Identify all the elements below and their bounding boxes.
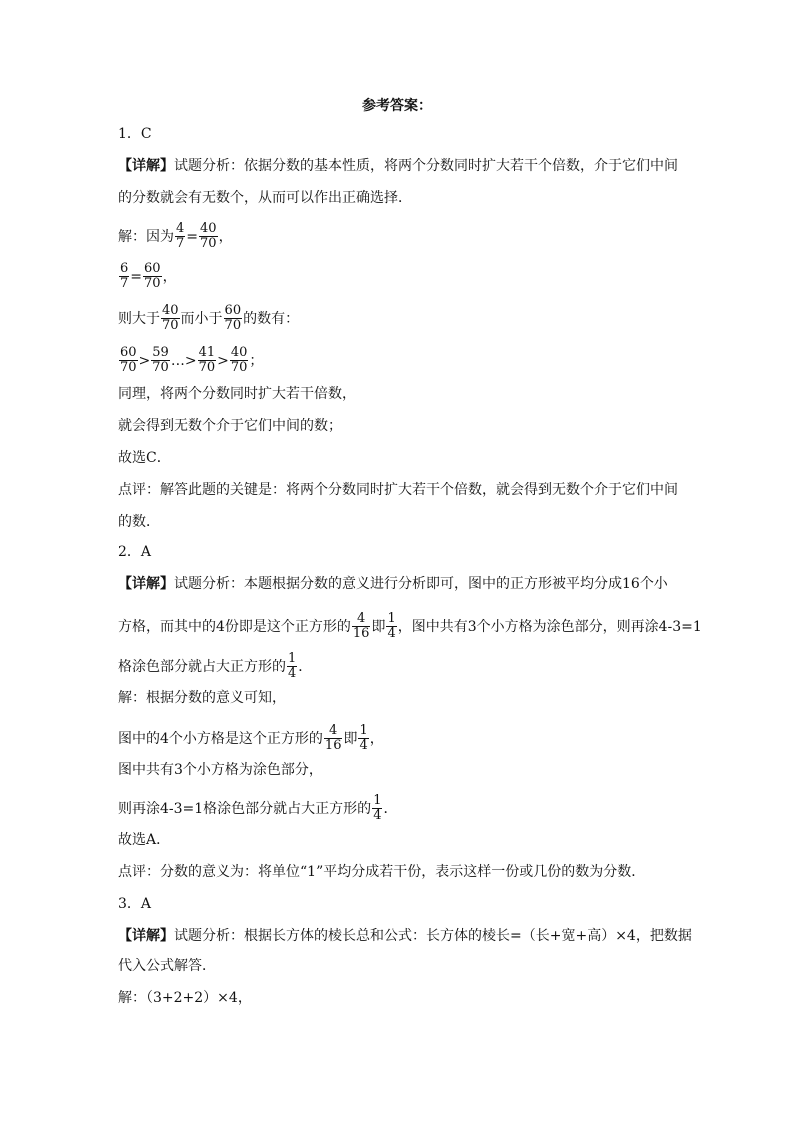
detail-tag: 【详解】 xyxy=(118,576,174,592)
fraction: $\frac{1}{4}$ xyxy=(387,611,396,641)
q1-solution-line3: 则大于 $\frac{40}{70}$ 而小于 $\frac{60}{70}$ 的数有： xyxy=(118,303,300,333)
q1-choose: 故选C． xyxy=(118,450,171,466)
q1-line-infinite: 就会得到无数个介于它们中间的数； xyxy=(118,418,342,434)
q2-solution-line3: 图中共有3个小方格为涂色部分， xyxy=(118,762,323,778)
fraction: $\frac{40}{70}$ xyxy=(200,221,217,251)
q3-detail-line2: 代入公式解答． xyxy=(118,958,216,974)
q2-solution-line2: 图中的4个小方格是这个正方形的 $\frac{4}{16}$ 即 $\frac{1}{4}$ ， xyxy=(118,723,384,753)
fraction: $\frac{60}{70}$ xyxy=(224,303,242,333)
q3-detail-line1 xyxy=(118,926,692,946)
fraction: $\frac{4}{16}$ xyxy=(324,723,342,753)
q2-solution-line4: 则再涂4-3=1格涂色部分就占大正方形的 $\frac{1}{4}$ ． xyxy=(118,793,398,823)
fraction: $\frac{40}{70}$ xyxy=(162,303,179,333)
fraction: $\frac{1}{4}$ xyxy=(373,793,382,823)
q1-solution-line2: $\frac{6}{7}$ = $\frac{60}{70}$ ， xyxy=(120,261,177,291)
q2-solution-line1: 解：根据分数的意义可知， xyxy=(118,690,286,706)
q2-answer: 2．A xyxy=(118,544,152,560)
q1-detail-line2: 的分数就会有无数个，从而可以作出正确选择． xyxy=(118,190,412,206)
detail-tag: 【详解】 xyxy=(118,158,174,174)
fraction: $\frac{60}{70}$ xyxy=(144,261,161,291)
q2-choose: 故选A． xyxy=(118,832,171,848)
q2-detail-line3: 格涂色部分就占大正方形的 $\frac{1}{4}$ ． xyxy=(118,651,313,681)
page-title: 参考答案： xyxy=(362,98,432,114)
q1-comment-line1: 点评：解答此题的关键是：将两个分数同时扩大若干个倍数，就会得到无数个介于它们中间 xyxy=(118,482,678,498)
fraction: $\frac{40}{70}$ xyxy=(230,345,248,375)
q2-detail-line2: 方格，而其中的4份即是这个正方形的 $\frac{4}{16}$ 即 $\frac{1}{4}$ ，图中共有3个小方格为涂色部分，则再涂4-3=1 xyxy=(118,611,702,641)
q1-solution-line4: $\frac{60}{70}$ > $\frac{59}{70}$ …> $\frac{41}{70}$ > $\frac{40}{70}$ ； xyxy=(120,345,264,375)
fraction: $\frac{4}{16}$ xyxy=(352,611,370,641)
fraction: $\frac{1}{4}$ xyxy=(288,651,297,681)
fraction: $\frac{59}{70}$ xyxy=(152,345,169,375)
q1-detail-line1 xyxy=(118,156,678,176)
q3-answer: 3．A xyxy=(118,896,152,912)
fraction: $\frac{6}{7}$ xyxy=(120,261,129,291)
detail-text: 试题分析：本题根据分数的意义进行分析即可，图中的正方形被平均分成16个小 xyxy=(174,576,668,592)
detail-tag: 【详解】 xyxy=(118,928,174,944)
q2-comment: 点评：分数的意义为：将单位“1”平均分成若干份，表示这样一份或几份的数为分数． xyxy=(118,864,646,880)
q1-answer: 1．C xyxy=(118,126,152,142)
detail-text: 试题分析：依据分数的基本性质，将两个分数同时扩大若干个倍数，介于它们中间 xyxy=(174,158,678,174)
fraction: $\frac{4}{7}$ xyxy=(176,221,185,251)
fraction: $\frac{60}{70}$ xyxy=(120,345,137,375)
q1-comment-line2: 的数． xyxy=(118,514,160,530)
q1-solution-line1: 解：因为 $\frac{4}{7}$ = $\frac{40}{70}$ ， xyxy=(118,221,233,251)
detail-text: 试题分析：根据长方体的棱长总和公式：长方体的棱长=（长+宽+高）×4，把数据 xyxy=(174,928,692,944)
fraction: $\frac{1}{4}$ xyxy=(359,723,368,753)
fraction: $\frac{41}{70}$ xyxy=(198,345,216,375)
q1-line-same: 同理，将两个分数同时扩大若干倍数， xyxy=(118,386,356,402)
q2-detail-line1 xyxy=(118,574,668,594)
q3-solution-line1: 解：（3+2+2）×4， xyxy=(118,990,252,1006)
